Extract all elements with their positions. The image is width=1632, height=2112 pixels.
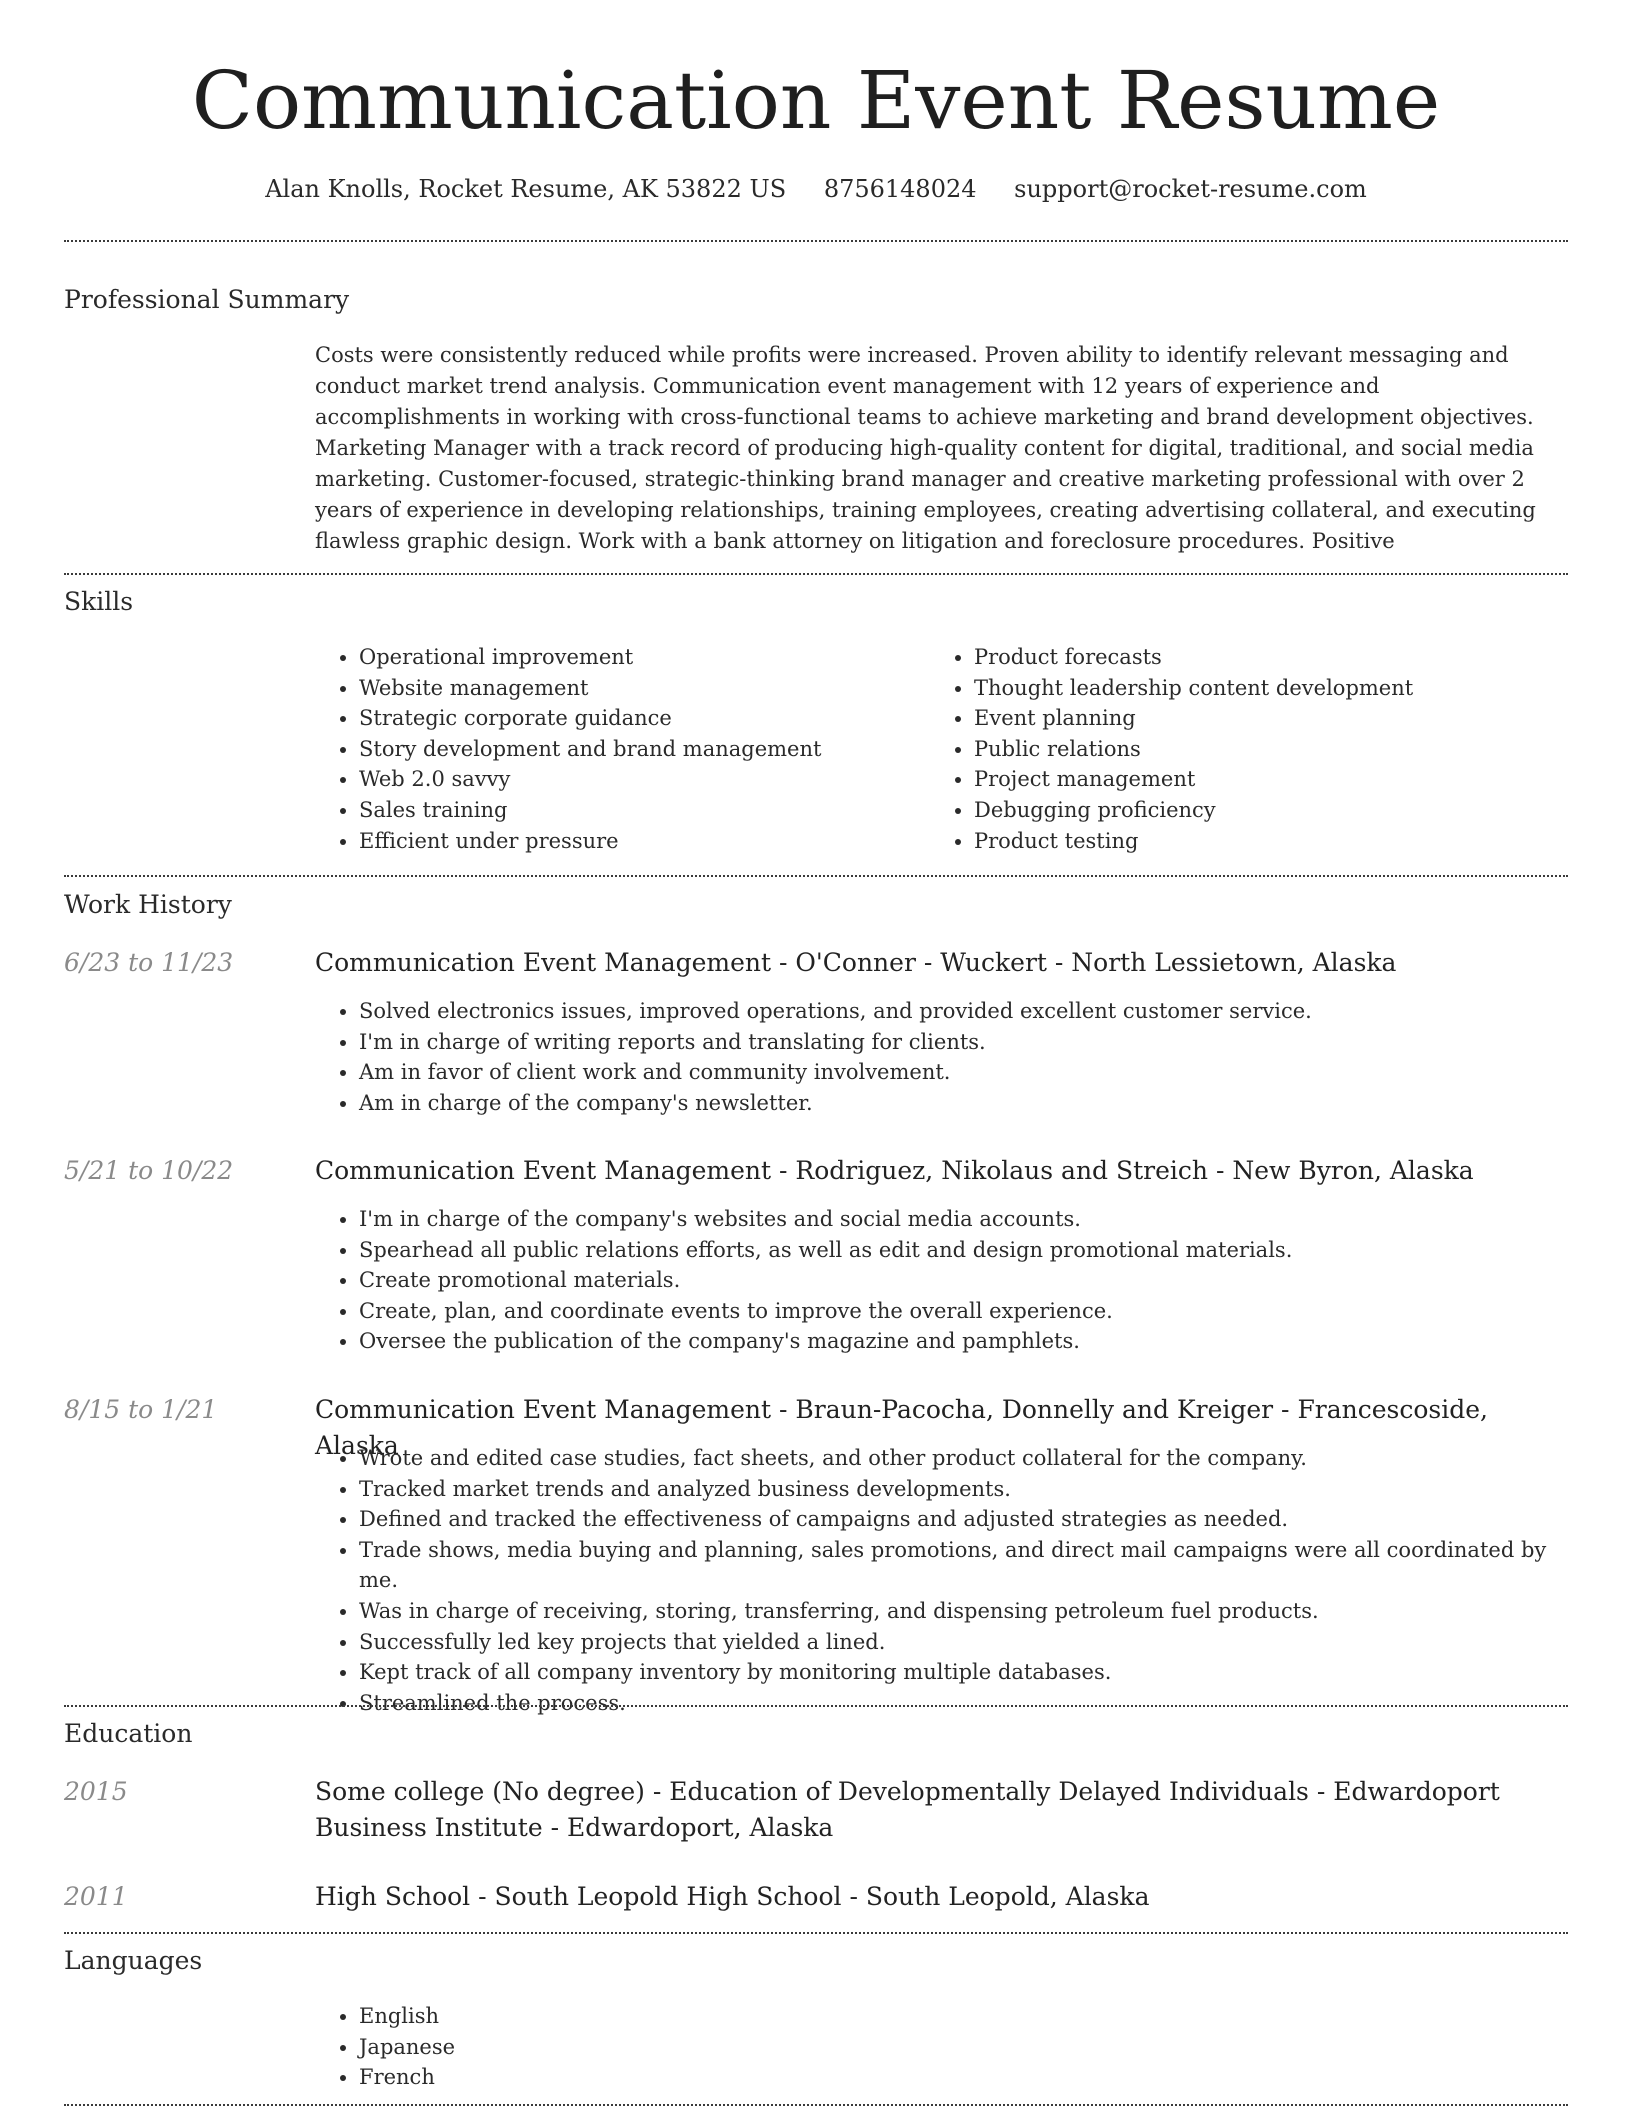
skill-item: • Product testing (974, 826, 1560, 857)
language-item: • English (359, 2001, 1568, 2032)
job-dates: 6/23 to 11/23 (64, 948, 234, 977)
job-bullet: • Trade shows, media buying and planning, sales promotions, and direct mail campaigns were all coordinated by me. (359, 1535, 1568, 1596)
language-item: • Japanese (359, 2032, 1568, 2063)
job-bullet: • Tracked market trends and analyzed business developments. (359, 1474, 1568, 1505)
skill-item: • Debugging proficiency (974, 795, 1560, 826)
language-item: • French (359, 2062, 1568, 2093)
education-year: 2015 (64, 1777, 128, 1806)
section-title-education: Education (64, 1719, 193, 1748)
job-bullet: • Wrote and edited case studies, fact sheets, and other product collateral for the company. (359, 1443, 1568, 1474)
job-bullet: • Am in charge of the company's newsletter. (359, 1088, 1568, 1119)
skill-item: • Public relations (974, 734, 1560, 765)
job-bullet: • Streamlined the process. (359, 1688, 1568, 1719)
skills-list-right (930, 642, 1560, 856)
section-title-summary: Professional Summary (64, 285, 350, 314)
skill-item: • Strategic corporate guidance (359, 703, 915, 734)
job-bullet: • Kept track of all company inventory by monitoring multiple databases. (359, 1657, 1568, 1688)
education-details: - South Leopold High School - South Leopold, Alaska (470, 1882, 1150, 1911)
job-title: Communication Event Management (315, 948, 772, 977)
job-employer: - Braun-Pacocha, Donnelly and Kreiger - Francescoside, Alaska (315, 1395, 1489, 1460)
job-dates: 5/21 to 10/22 (64, 1156, 234, 1185)
job-heading (315, 1153, 1568, 1189)
job-bullet: • Defined and tracked the effectiveness of campaigns and adjusted strategies as needed. (359, 1504, 1568, 1535)
skill-item: • Thought leadership content development (974, 673, 1560, 704)
job-bullet: • I'm in charge of the company's websites and social media accounts. (359, 1204, 1568, 1235)
divider (64, 1705, 1568, 1707)
section-title-languages: Languages (64, 1946, 203, 1975)
job-bullet: • Successfully led key projects that yielded a lined. (359, 1627, 1568, 1658)
languages-list (315, 2001, 1568, 2093)
skill-item: • Project management (974, 764, 1560, 795)
job-bullet: • Create promotional materials. (359, 1265, 1568, 1296)
divider (64, 2104, 1568, 2106)
job-bullet: • Oversee the publication of the company's magazine and pamphlets. (359, 1326, 1568, 1357)
job-bullets (315, 1204, 1568, 1357)
job-dates: 8/15 to 1/21 (64, 1395, 218, 1424)
divider (64, 1932, 1568, 1934)
contact-address: Alan Knolls, Rocket Resume, AK 53822 US (265, 175, 787, 203)
contact-email: support@rocket-resume.com (1014, 175, 1367, 203)
job-bullet: • Spearhead all public relations efforts, as well as edit and design promotional materials. (359, 1235, 1568, 1266)
job-bullet: • Create, plan, and coordinate events to improve the overall experience. (359, 1296, 1568, 1327)
job-bullets (315, 996, 1568, 1118)
job-bullet: • Solved electronics issues, improved operations, and provided excellent customer service. (359, 996, 1568, 1027)
education-details: - Education of Developmentally Delayed Individuals - Edwardoport Business Institute - Edwardoport, Alaska (315, 1777, 1500, 1842)
job-bullet: • Was in charge of receiving, storing, transferring, and dispensing petroleum fuel products. (359, 1596, 1568, 1627)
resume-title: Communication Event Resume (191, 54, 1441, 147)
skill-item: • Web 2.0 savvy (359, 764, 915, 795)
contact-phone: 8756148024 (823, 175, 977, 203)
job-bullet: • I'm in charge of writing reports and translating for clients. (359, 1027, 1568, 1058)
section-title-work-history: Work History (64, 890, 232, 919)
section-title-skills: Skills (64, 587, 134, 616)
skill-item: • Website management (359, 673, 915, 704)
skill-item: • Operational improvement (359, 642, 915, 673)
education-entry (315, 1774, 1568, 1846)
divider (64, 875, 1568, 877)
divider (64, 573, 1568, 575)
education-degree: Some college (No degree) (315, 1777, 645, 1806)
skill-item: • Story development and brand management (359, 734, 915, 765)
job-heading (315, 945, 1568, 981)
skill-item: • Product forecasts (974, 642, 1560, 673)
divider (64, 240, 1568, 242)
skill-item: • Event planning (974, 703, 1560, 734)
job-employer: - O'Conner - Wuckert - North Lessietown, Alaska (771, 948, 1397, 977)
job-title: Communication Event Management (315, 1395, 772, 1424)
summary-text: Costs were consistently reduced while profits were increased. Proven ability to identify relevant messaging and conduct market trend analysis. Communication event management with 12 years of experience and accomplishments in working with cross-functional teams to achieve marketing and brand development objectives. Marketing Manager with a track record of producing high-quality content for digital, traditional, and social media marketing. Customer-focused, strategic-thinking brand manager and creative marketing professional with over 2 years of experience in developing relationships, training employees, creating advertising collateral, and executing flawless graphic design. Work with a bank attorney on litigation and foreclosure procedures. Positive (315, 343, 1536, 553)
education-degree: High School (315, 1882, 471, 1911)
job-bullet: • Am in favor of client work and community involvement. (359, 1057, 1568, 1088)
skills-list-left (315, 642, 915, 856)
job-title: Communication Event Management (315, 1156, 772, 1185)
education-entry (315, 1879, 1568, 1915)
job-bullets (315, 1443, 1568, 1718)
skill-item: • Efficient under pressure (359, 826, 915, 857)
education-year: 2011 (64, 1882, 128, 1911)
job-employer: - Rodriguez, Nikolaus and Streich - New Byron, Alaska (771, 1156, 1474, 1185)
contact-line (0, 171, 1632, 207)
skill-item: • Sales training (359, 795, 915, 826)
